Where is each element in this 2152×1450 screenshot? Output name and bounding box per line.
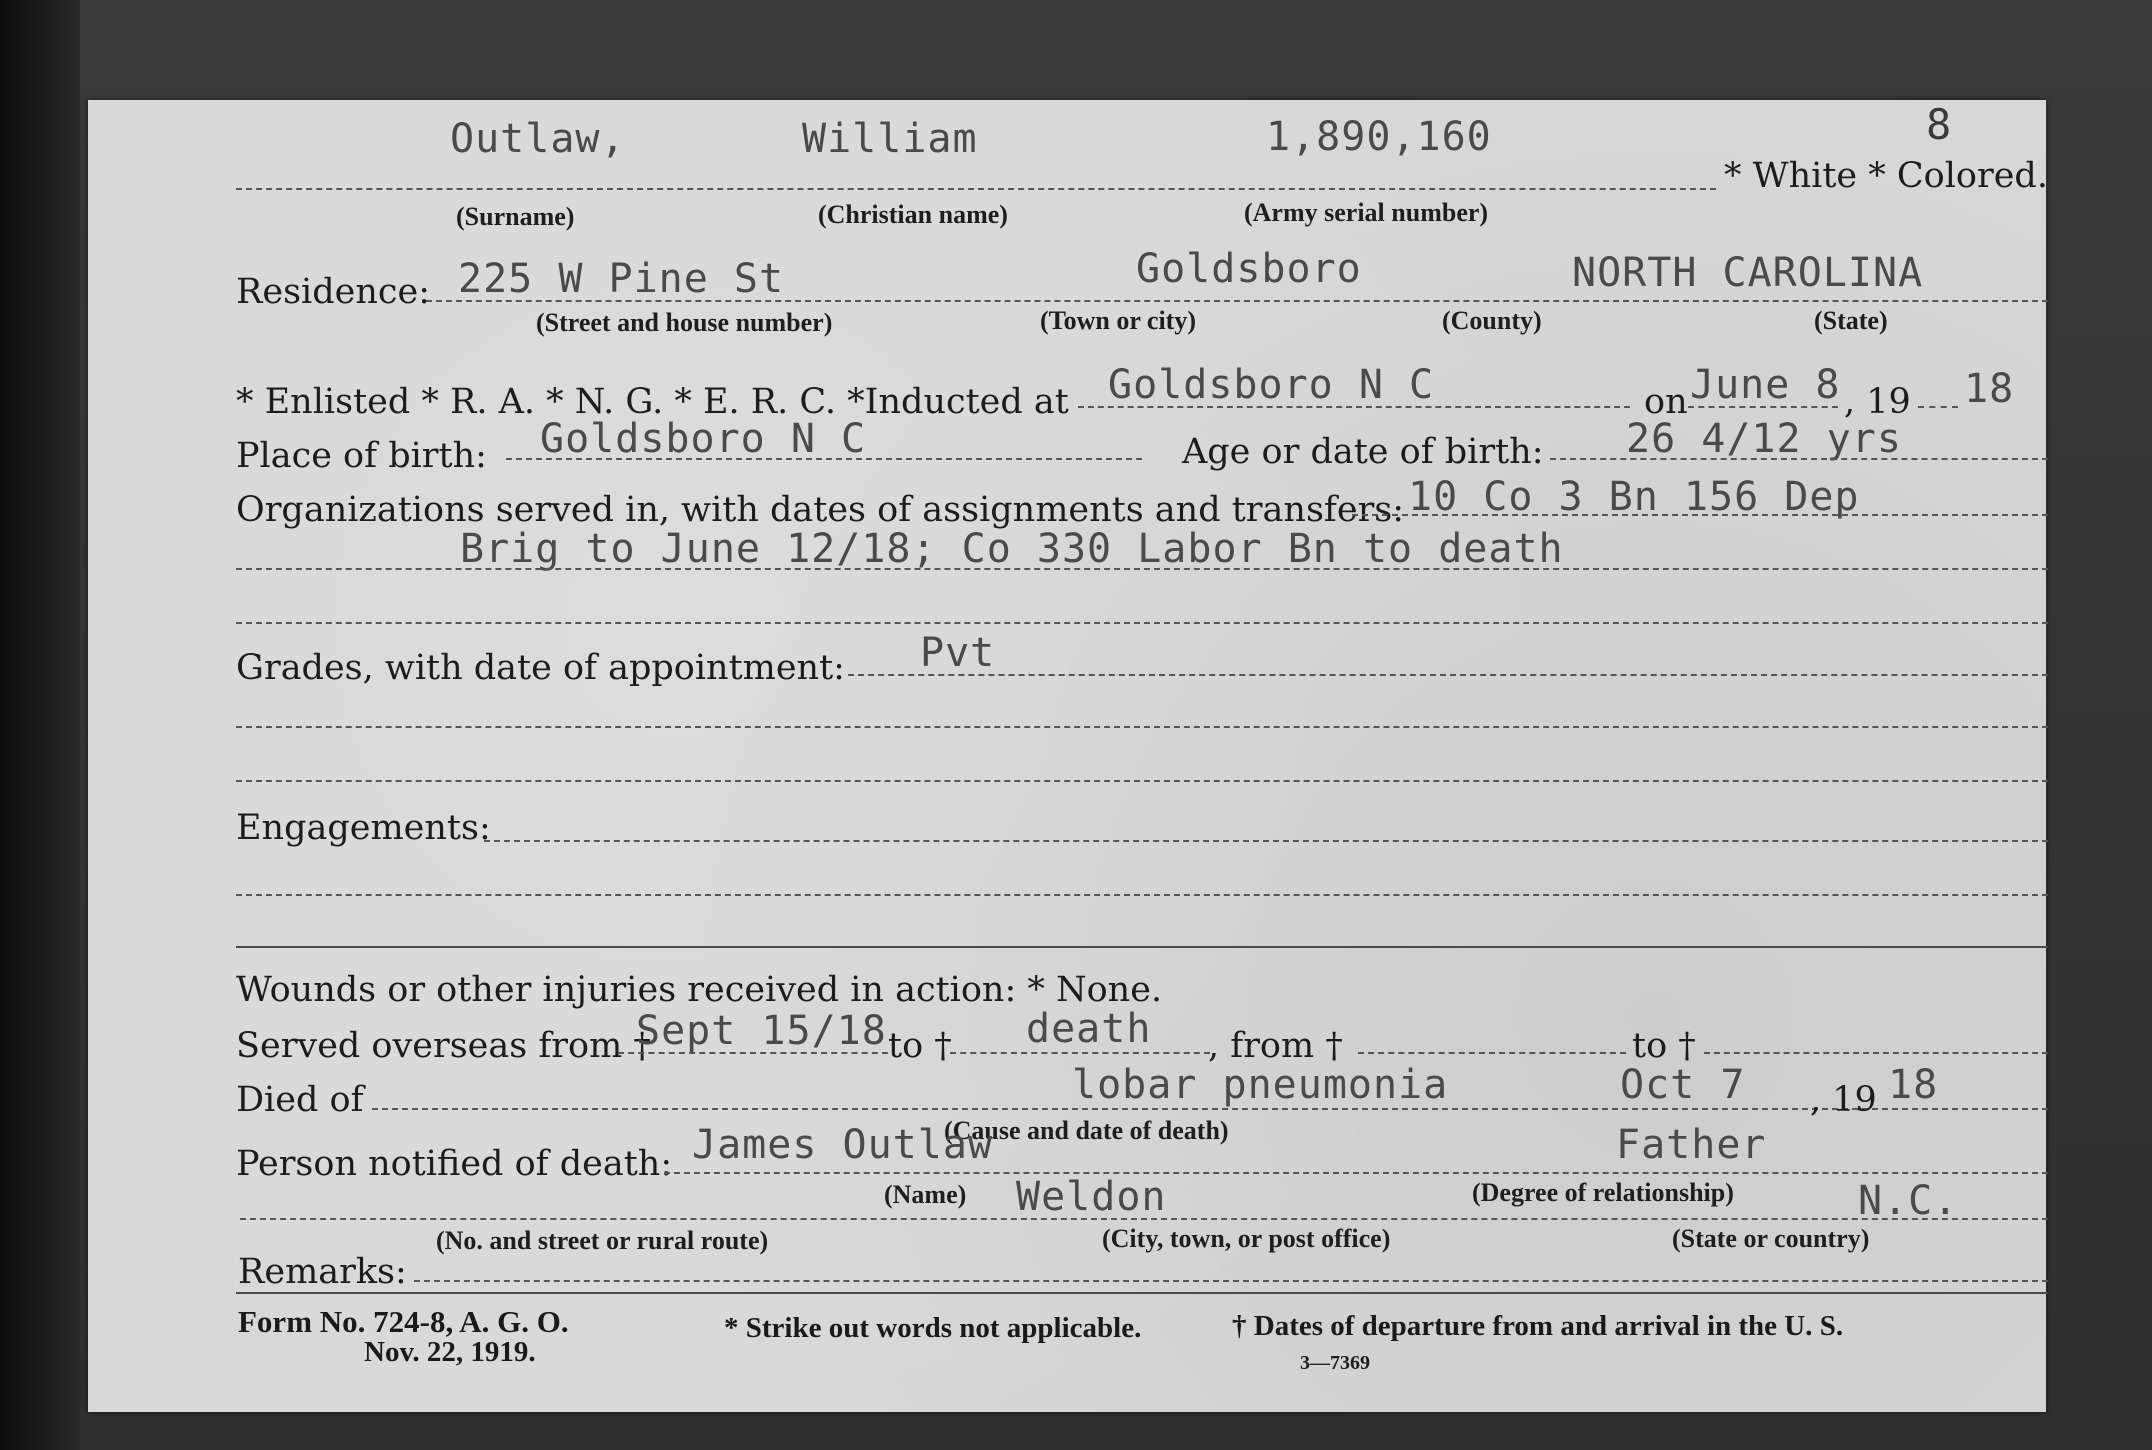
notified-label: Person notified of death: (236, 1144, 673, 1184)
remarks-label: Remarks: (238, 1252, 407, 1292)
overseas-label: Served overseas from † (236, 1026, 651, 1066)
overseas-to-label: to † (888, 1026, 952, 1066)
form-number: Form No. 724-8, A. G. O. (238, 1304, 569, 1339)
engagements-line2 (236, 894, 2048, 896)
notified-name-caption: (Name) (884, 1180, 967, 1209)
service-record-card (88, 100, 2046, 1412)
overseas-to-value: death (1026, 1006, 1152, 1052)
overseas-from2-line (1358, 1052, 1626, 1054)
grades-line3 (236, 780, 2048, 782)
induction-label: * Enlisted * R. A. * N. G. * E. R. C. *Inducted at (236, 382, 1069, 422)
overseas-from2-label: , from † (1208, 1026, 1343, 1066)
age-line (1550, 458, 2048, 460)
engagements-line1 (484, 840, 2048, 842)
induction-year-prefix: , 19 (1844, 382, 1911, 422)
print-code: 3—7369 (1300, 1352, 1370, 1374)
card-number: 8 (1926, 100, 1953, 149)
dates-note: † Dates of departure from and arrival in the U. S. (1232, 1310, 1844, 1342)
overseas-from-line (618, 1052, 888, 1054)
remarks-line (414, 1280, 2048, 1282)
surname-caption: (Surname) (456, 202, 575, 231)
christian-name-caption: (Christian name) (818, 200, 1008, 229)
organizations-line3 (236, 622, 2048, 624)
death-year-line (1882, 1108, 2048, 1110)
death-year-prefix: , 19 (1810, 1080, 1877, 1120)
death-date-value: Oct 7 (1620, 1062, 1746, 1108)
town-caption: (Town or city) (1040, 306, 1196, 335)
organizations-line2-value: Brig to June 12/18; Co 330 Labor Bn to death (460, 526, 1564, 572)
street-caption: (Street and house number) (536, 308, 833, 337)
residence-line (426, 300, 2048, 302)
death-line (372, 1108, 1908, 1110)
overseas-to2-line (1704, 1052, 2048, 1054)
induction-year-line (1918, 406, 1958, 408)
wounds-label: Wounds or other injuries received in action: * None. (236, 970, 1163, 1010)
died-of-label: Died of (236, 1080, 364, 1120)
death-cause-value: lobar pneumonia (1072, 1062, 1449, 1108)
birth-place-value: Goldsboro N C (540, 416, 867, 462)
age-value: 26 4/12 yrs (1626, 416, 1902, 462)
race-options: * White * Colored. (1724, 156, 2048, 196)
grades-line2 (236, 726, 2048, 728)
notified-relationship-caption: (Degree of relationship) (1472, 1178, 1734, 1207)
organizations-line2 (236, 568, 2048, 570)
grades-label: Grades, with date of appointment: (236, 648, 845, 688)
birth-place-line (506, 458, 1142, 460)
notified-street-caption: (No. and street or rural route) (436, 1226, 769, 1255)
residence-state-value: NORTH CAROLINA (1572, 250, 1924, 296)
birth-place-label: Place of birth: (236, 436, 487, 476)
residence-label: Residence: (236, 272, 430, 312)
grades-value: Pvt (920, 630, 996, 676)
grades-line1 (848, 674, 2048, 676)
notified-city-caption: (City, town, or post office) (1102, 1224, 1391, 1253)
notified-state-value: N.C. (1858, 1178, 1959, 1224)
induction-date-value: June 8 (1690, 362, 1841, 408)
induction-year-value: 18 (1964, 366, 2015, 412)
induction-date-line (1688, 406, 1838, 408)
organizations-line1 (1352, 514, 2048, 516)
death-caption: (Cause and date of death) (944, 1116, 1229, 1145)
scan-edge-shadow (0, 0, 80, 1450)
notified-state-caption: (State or country) (1672, 1224, 1870, 1253)
induction-place-line (1078, 406, 1630, 408)
engagements-label: Engagements: (236, 808, 491, 848)
induction-place-value: Goldsboro N C (1108, 362, 1435, 408)
notified-name-value: James Outlaw (692, 1122, 993, 1168)
organizations-line1-value: 10 Co 3 Bn 156 Dep (1408, 474, 1860, 520)
induction-on-label: on (1644, 382, 1688, 422)
serial-number-caption: (Army serial number) (1244, 198, 1489, 227)
header-line (236, 188, 1716, 190)
overseas-from-value: Sept 15/18 (636, 1008, 887, 1054)
state-caption: (State) (1814, 306, 1888, 335)
residence-street-value: 225 W Pine St (458, 256, 785, 302)
notified-line2 (240, 1218, 2048, 1220)
form-date: Nov. 22, 1919. (364, 1336, 536, 1368)
residence-town-value: Goldsboro (1136, 246, 1362, 292)
christian-name-value: William (802, 116, 978, 162)
engagements-line3 (236, 946, 2048, 948)
remarks-bottom-rule (236, 1292, 2048, 1294)
notified-line1 (664, 1172, 2048, 1174)
notified-city-value: Weldon (1016, 1174, 1167, 1220)
organizations-label: Organizations served in, with dates of assignments and transfers: (236, 490, 1405, 530)
notified-relationship-value: Father (1616, 1122, 1767, 1168)
surname-value: Outlaw, (450, 116, 626, 162)
overseas-to2-label: to † (1632, 1026, 1696, 1066)
strike-out-note: * Strike out words not applicable. (724, 1312, 1142, 1344)
county-caption: (County) (1442, 306, 1542, 335)
overseas-to-line (950, 1052, 1210, 1054)
death-year-value: 18 (1888, 1062, 1939, 1108)
serial-number-value: 1,890,160 (1266, 114, 1492, 160)
age-label: Age or date of birth: (1182, 432, 1544, 472)
